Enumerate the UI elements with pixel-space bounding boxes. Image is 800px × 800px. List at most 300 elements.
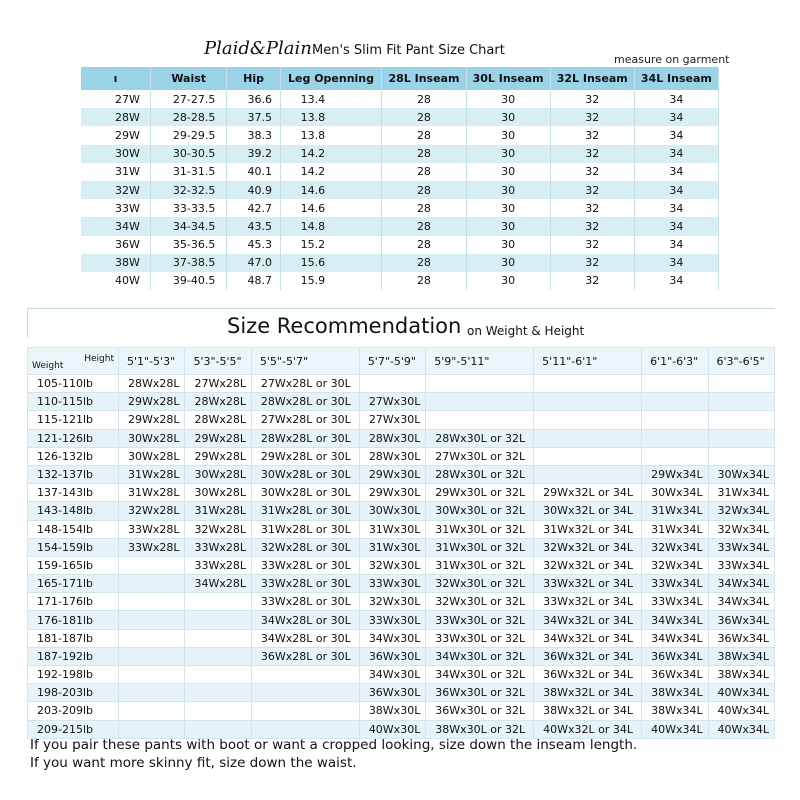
recommendation-row: [28, 465, 775, 483]
size-chart-cell: 30: [466, 217, 550, 235]
size-recommendation-cell: [642, 375, 708, 393]
size-recommendation-cell: 30Wx28L or 30L: [251, 465, 359, 483]
height-range-header: 6'3"-6'5": [708, 348, 774, 375]
size-recommendation-cell: [119, 666, 185, 684]
size-recommendation-cell: [185, 611, 251, 629]
size-recommendation-cell: [185, 720, 251, 738]
weight-range-cell: 209-215lb: [28, 720, 119, 738]
size-recommendation-cell: [534, 375, 642, 393]
size-chart-cell: 33-33.5: [150, 199, 227, 217]
size-chart-cell: 43.5: [227, 217, 280, 235]
size-recommendation-cell: 32Wx34L: [708, 520, 774, 538]
size-chart-cell: 13.4: [280, 90, 382, 108]
size-chart-column-header: Hip: [227, 67, 280, 90]
size-chart-row: [81, 199, 719, 217]
size-recommendation-cell: [426, 393, 534, 411]
size-chart-row: [81, 217, 719, 235]
size-recommendation-cell: [185, 666, 251, 684]
weight-range-cell: 171-176lb: [28, 593, 119, 611]
size-recommendation-cell: 31Wx34L: [708, 484, 774, 502]
size-recommendation-cell: 28Wx28L or 30L: [251, 429, 359, 447]
size-recommendation-cell: 38Wx34L: [642, 702, 708, 720]
size-chart-cell: 34: [634, 236, 718, 254]
weight-range-cell: 176-181lb: [28, 611, 119, 629]
size-chart-cell: 30: [466, 236, 550, 254]
size-chart-cell: 14.2: [280, 145, 382, 163]
recommendation-row: [28, 702, 775, 720]
size-recommendation-cell: 31Wx28L: [119, 484, 185, 502]
recommendation-row: [28, 575, 775, 593]
size-chart-cell: 28: [382, 181, 466, 199]
size-chart-cell: 28-28.5: [150, 108, 227, 126]
size-chart-column-header: 30L Inseam: [466, 67, 550, 90]
size-recommendation-cell: [426, 411, 534, 429]
size-chart-cell: 30-30.5: [150, 145, 227, 163]
size-recommendation-cell: 27Wx28L or 30L: [251, 375, 359, 393]
size-recommendation-cell: 28Wx28L or 30L: [251, 393, 359, 411]
size-chart-cell: 34: [634, 126, 718, 144]
weight-range-cell: 159-165lb: [28, 556, 119, 574]
size-recommendation-cell: 32Wx34L: [708, 502, 774, 520]
size-recommendation-cell: 31Wx30L: [359, 538, 425, 556]
size-recommendation-cell: 29Wx28L or 30L: [251, 447, 359, 465]
size-recommendation-cell: [359, 375, 425, 393]
waist-note: If you want more skinny fit, size down the waist.: [30, 755, 357, 771]
size-chart-row: [81, 145, 719, 163]
size-chart-cell: 28: [382, 145, 466, 163]
size-recommendation-cell: [119, 629, 185, 647]
size-recommendation-cell: 29Wx28L: [185, 429, 251, 447]
weight-range-cell: 187-192lb: [28, 647, 119, 665]
size-chart-column-header: Waist: [150, 67, 227, 90]
recommendation-row: [28, 720, 775, 738]
size-chart-cell: 34W: [81, 217, 150, 235]
height-range-header: 5'5"-5'7": [251, 348, 359, 375]
size-chart-cell: 30: [466, 126, 550, 144]
size-recommendation-cell: 40Wx34L: [708, 702, 774, 720]
size-recommendation-cell: [642, 429, 708, 447]
recommendation-row: [28, 611, 775, 629]
size-recommendation-cell: 36Wx34L: [642, 666, 708, 684]
size-chart-cell: 33W: [81, 199, 150, 217]
size-chart-cell: 28: [382, 108, 466, 126]
size-recommendation-cell: 33Wx30L or 32L: [426, 611, 534, 629]
size-recommendation-cell: [185, 593, 251, 611]
size-chart-column-header: 32L Inseam: [550, 67, 634, 90]
size-chart-cell: 32: [550, 145, 634, 163]
size-chart-cell: 47.0: [227, 254, 280, 272]
recommendation-row: [28, 393, 775, 411]
size-recommendation-cell: 31Wx32L or 34L: [534, 520, 642, 538]
size-recommendation-cell: 34Wx30L: [359, 666, 425, 684]
size-recommendation-cell: 32Wx28L: [119, 502, 185, 520]
recommendation-row: [28, 593, 775, 611]
size-chart-cell: 34: [634, 217, 718, 235]
size-recommendation-cell: [251, 720, 359, 738]
size-chart-cell: 30: [466, 199, 550, 217]
size-chart-cell: 30: [466, 272, 550, 290]
size-chart-cell: 27W: [81, 90, 150, 108]
size-recommendation-cell: 40Wx34L: [642, 720, 708, 738]
size-recommendation-cell: 33Wx28L: [185, 556, 251, 574]
size-chart-cell: 28: [382, 217, 466, 235]
size-chart-row: [81, 181, 719, 199]
weight-height-corner-cell: [28, 348, 119, 375]
size-chart-row: [81, 126, 719, 144]
size-recommendation-cell: [642, 411, 708, 429]
size-recommendation-cell: 36Wx30L or 32L: [426, 702, 534, 720]
size-chart-cell: 30: [466, 163, 550, 181]
size-recommendation-cell: [251, 666, 359, 684]
size-recommendation-cell: 38Wx30L: [359, 702, 425, 720]
weight-range-cell: 165-171lb: [28, 575, 119, 593]
size-recommendation-cell: [251, 702, 359, 720]
size-chart-cell: 34: [634, 90, 718, 108]
size-recommendation-cell: [119, 702, 185, 720]
size-recommendation-cell: 32Wx32L or 34L: [534, 556, 642, 574]
size-recommendation-cell: 33Wx34L: [708, 556, 774, 574]
size-recommendation-cell: [119, 647, 185, 665]
size-recommendation-cell: 36Wx28L or 30L: [251, 647, 359, 665]
size-recommendation-cell: 27Wx30L or 32L: [426, 447, 534, 465]
size-recommendation-cell: 30Wx28L: [119, 429, 185, 447]
size-recommendation-cell: 30Wx34L: [708, 465, 774, 483]
size-recommendation-cell: [185, 702, 251, 720]
size-chart-cell: 28: [382, 163, 466, 181]
size-recommendation-cell: 34Wx32L or 34L: [534, 611, 642, 629]
weight-range-cell: 203-209lb: [28, 702, 119, 720]
size-chart-cell: 30: [466, 145, 550, 163]
recommendation-row: [28, 429, 775, 447]
size-recommendation-cell: [119, 593, 185, 611]
size-chart-cell: 28: [382, 199, 466, 217]
size-recommendation-cell: 31Wx28L or 30L: [251, 502, 359, 520]
size-chart-cell: 29-29.5: [150, 126, 227, 144]
size-chart-cell: 13.8: [280, 126, 382, 144]
size-recommendation-cell: [119, 611, 185, 629]
size-recommendation-cell: 30Wx30L: [359, 502, 425, 520]
recommendation-row: [28, 484, 775, 502]
size-recommendation-cell: 30Wx28L: [185, 484, 251, 502]
recommendation-row: [28, 647, 775, 665]
recommendation-row: [28, 556, 775, 574]
size-recommendation-cell: 34Wx34L: [642, 611, 708, 629]
size-chart-cell: 34: [634, 181, 718, 199]
size-recommendation-cell: 32Wx28L or 30L: [251, 538, 359, 556]
weight-range-cell: 126-132lb: [28, 447, 119, 465]
size-chart-cell: 14.6: [280, 181, 382, 199]
weight-range-cell: 181-187lb: [28, 629, 119, 647]
size-recommendation-cell: [708, 375, 774, 393]
size-chart-cell: 34: [634, 145, 718, 163]
size-recommendation-cell: 38Wx34L: [708, 647, 774, 665]
size-chart-cell: 34: [634, 199, 718, 217]
height-range-header: 5'3"-5'5": [185, 348, 251, 375]
size-recommendation-cell: 27Wx30L: [359, 411, 425, 429]
size-recommendation-cell: 40Wx30L: [359, 720, 425, 738]
weight-range-cell: 192-198lb: [28, 666, 119, 684]
size-recommendation-cell: 33Wx34L: [708, 538, 774, 556]
size-recommendation-cell: 28Wx30L: [359, 429, 425, 447]
size-recommendation-cell: 33Wx28L or 30L: [251, 556, 359, 574]
size-chart-cell: 45.3: [227, 236, 280, 254]
size-recommendation-cell: 28Wx30L or 32L: [426, 465, 534, 483]
size-chart-cell: 27-27.5: [150, 90, 227, 108]
height-range-header: 5'11"-6'1": [534, 348, 642, 375]
size-chart-cell: 32: [550, 163, 634, 181]
size-recommendation-cell: 32Wx32L or 34L: [534, 538, 642, 556]
size-recommendation-cell: 33Wx34L: [642, 593, 708, 611]
height-range-header: 5'9"-5'11": [426, 348, 534, 375]
inseam-note: If you pair these pants with boot or want a cropped looking, size down the inseam length.: [30, 737, 638, 753]
size-chart-cell: 32: [550, 90, 634, 108]
size-recommendation-cell: 38Wx34L: [708, 666, 774, 684]
size-chart-cell: 30: [466, 108, 550, 126]
size-recommendation-cell: 33Wx30L: [359, 611, 425, 629]
recommendation-row: [28, 411, 775, 429]
size-recommendation-cell: [534, 465, 642, 483]
size-recommendation-cell: 33Wx32L or 34L: [534, 593, 642, 611]
size-chart-cell: 28: [382, 254, 466, 272]
size-recommendation-cell: 38Wx32L or 34L: [534, 684, 642, 702]
size-recommendation-cell: [642, 393, 708, 411]
size-chart-cell: 39-40.5: [150, 272, 227, 290]
size-chart-cell: 15.6: [280, 254, 382, 272]
size-chart-cell: 38.3: [227, 126, 280, 144]
size-recommendation-cell: 40Wx34L: [708, 684, 774, 702]
size-chart-cell: 30W: [81, 145, 150, 163]
size-chart-cell: 32: [550, 108, 634, 126]
size-chart-column-header: Leg Openning: [280, 67, 382, 90]
size-chart-table: [81, 67, 719, 290]
size-recommendation-cell: 33Wx28L or 30L: [251, 575, 359, 593]
size-chart-cell: 36.6: [227, 90, 280, 108]
size-recommendation-cell: 38Wx30L or 32L: [426, 720, 534, 738]
size-recommendation-cell: 38Wx34L: [642, 684, 708, 702]
recommendation-row: [28, 447, 775, 465]
weight-range-cell: 121-126lb: [28, 429, 119, 447]
size-chart-cell: 32: [550, 236, 634, 254]
size-recommendation-cell: 31Wx30L or 32L: [426, 556, 534, 574]
size-chart-cell: 14.8: [280, 217, 382, 235]
size-chart-cell: 32: [550, 272, 634, 290]
size-chart-cell: 48.7: [227, 272, 280, 290]
size-recommendation-cell: 31Wx30L: [359, 520, 425, 538]
size-chart-cell: 42.7: [227, 199, 280, 217]
size-chart-cell: 34: [634, 272, 718, 290]
size-chart-cell: 29W: [81, 126, 150, 144]
size-recommendation-cell: 40Wx32L or 34L: [534, 720, 642, 738]
size-recommendation-cell: 38Wx32L or 34L: [534, 702, 642, 720]
size-recommendation-cell: 31Wx30L or 32L: [426, 538, 534, 556]
size-chart-cell: 34-34.5: [150, 217, 227, 235]
size-recommendation-cell: 30Wx32L or 34L: [534, 502, 642, 520]
size-recommendation-cell: 34Wx34L: [708, 575, 774, 593]
size-recommendation-cell: [119, 556, 185, 574]
size-recommendation-cell: [119, 720, 185, 738]
size-recommendation-cell: 29Wx28L: [185, 447, 251, 465]
height-label: Height: [84, 354, 114, 364]
size-chart-cell: 40W: [81, 272, 150, 290]
size-recommendation-cell: 32Wx30L or 32L: [426, 575, 534, 593]
size-chart-row: [81, 163, 719, 181]
weight-range-cell: 198-203lb: [28, 684, 119, 702]
height-range-header: 5'7"-5'9": [359, 348, 425, 375]
size-recommendation-cell: [119, 575, 185, 593]
size-chart-cell: 28: [382, 236, 466, 254]
size-recommendation-cell: 27Wx28L: [185, 375, 251, 393]
size-chart-header-row: [81, 67, 719, 90]
size-chart-row: [81, 90, 719, 108]
size-recommendation-cell: 36Wx30L: [359, 647, 425, 665]
size-recommendation-cell: [185, 684, 251, 702]
size-recommendation-cell: 30Wx28L or 30L: [251, 484, 359, 502]
size-recommendation-cell: [185, 647, 251, 665]
size-recommendation-cell: 34Wx30L or 32L: [426, 666, 534, 684]
size-chart-cell: 13.8: [280, 108, 382, 126]
size-chart-cell: 32: [550, 217, 634, 235]
size-recommendation-cell: 29Wx28L: [119, 393, 185, 411]
size-recommendation-cell: [185, 629, 251, 647]
size-recommendation-cell: 31Wx28L or 30L: [251, 520, 359, 538]
size-recommendation-cell: 33Wx34L: [642, 575, 708, 593]
chart-title: Men's Slim Fit Pant Size Chart: [312, 43, 505, 58]
size-recommendation-cell: 29Wx34L: [642, 465, 708, 483]
size-recommendation-cell: 32Wx30L or 32L: [426, 593, 534, 611]
recommendation-row: [28, 502, 775, 520]
height-range-header: 6'1"-6'3": [642, 348, 708, 375]
size-recommendation-cell: 36Wx30L or 32L: [426, 684, 534, 702]
size-chart-cell: 30: [466, 254, 550, 272]
size-chart-cell: 32-32.5: [150, 181, 227, 199]
size-recommendation-cell: 32Wx28L: [185, 520, 251, 538]
size-recommendation-cell: 33Wx28L: [119, 538, 185, 556]
size-chart-cell: 32: [550, 254, 634, 272]
size-recommendation-cell: 36Wx32L or 34L: [534, 666, 642, 684]
weight-range-cell: 148-154lb: [28, 520, 119, 538]
size-recommendation-cell: 33Wx28L: [119, 520, 185, 538]
size-chart-row: [81, 108, 719, 126]
size-recommendation-cell: [708, 393, 774, 411]
recommendation-row: [28, 375, 775, 393]
size-recommendation-cell: 32Wx30L: [359, 556, 425, 574]
size-recommendation-cell: 33Wx30L: [359, 575, 425, 593]
size-recommendation-cell: 28Wx28L: [185, 393, 251, 411]
size-recommendation-cell: 36Wx34L: [708, 629, 774, 647]
size-recommendation-cell: 32Wx30L: [359, 593, 425, 611]
size-recommendation-cell: 32Wx34L: [642, 538, 708, 556]
size-recommendation-cell: [534, 411, 642, 429]
size-chart-cell: 40.1: [227, 163, 280, 181]
size-recommendation-cell: 27Wx28L or 30L: [251, 411, 359, 429]
size-recommendation-cell: [708, 447, 774, 465]
size-chart-cell: 28: [382, 126, 466, 144]
size-recommendation-cell: [708, 429, 774, 447]
size-recommendation-cell: 32Wx34L: [642, 556, 708, 574]
size-chart-column-header: 34L Inseam: [634, 67, 718, 90]
section-divider: [27, 308, 775, 309]
size-recommendation-cell: 36Wx30L: [359, 684, 425, 702]
size-recommendation-cell: 31Wx28L: [119, 465, 185, 483]
size-recommendation-cell: 28Wx30L: [359, 447, 425, 465]
measure-note: measure on garment: [614, 53, 730, 66]
size-recommendation-cell: [251, 684, 359, 702]
size-recommendation-cell: [119, 684, 185, 702]
size-chart-cell: 37.5: [227, 108, 280, 126]
size-recommendation-cell: 31Wx30L or 32L: [426, 520, 534, 538]
size-recommendation-cell: 29Wx30L or 32L: [426, 484, 534, 502]
size-recommendation-cell: [534, 447, 642, 465]
weight-range-cell: 154-159lb: [28, 538, 119, 556]
size-recommendation-cell: 36Wx32L or 34L: [534, 647, 642, 665]
weight-range-cell: 105-110lb: [28, 375, 119, 393]
weight-range-cell: 137-143lb: [28, 484, 119, 502]
size-recommendation-cell: 34Wx28L or 30L: [251, 611, 359, 629]
size-chart-cell: 14.6: [280, 199, 382, 217]
recommendation-subtitle: on Weight & Height: [467, 324, 585, 338]
size-chart-cell: 15.9: [280, 272, 382, 290]
size-recommendation-cell: 29Wx30L: [359, 465, 425, 483]
weight-range-cell: 143-148lb: [28, 502, 119, 520]
size-chart-row: [81, 236, 719, 254]
size-chart-cell: 35-36.5: [150, 236, 227, 254]
size-recommendation-cell: 34Wx34L: [642, 629, 708, 647]
size-recommendation-cell: 28Wx28L: [185, 411, 251, 429]
size-chart-cell: 32: [550, 181, 634, 199]
weight-range-cell: 110-115lb: [28, 393, 119, 411]
size-chart-cell: 32: [550, 126, 634, 144]
recommendation-row: [28, 538, 775, 556]
size-chart-cell: 36W: [81, 236, 150, 254]
size-recommendation-cell: 33Wx30L or 32L: [426, 629, 534, 647]
size-chart-cell: 40.9: [227, 181, 280, 199]
recommendation-title: Size Recommendation: [227, 314, 462, 338]
size-recommendation-cell: 34Wx28L or 30L: [251, 629, 359, 647]
size-recommendation-cell: 28Wx28L: [119, 375, 185, 393]
recommendation-row: [28, 666, 775, 684]
size-chart-cell: 28: [382, 90, 466, 108]
size-recommendation-cell: 31Wx34L: [642, 502, 708, 520]
size-recommendation-cell: 29Wx30L: [359, 484, 425, 502]
size-chart-column-header: 28L Inseam: [382, 67, 466, 90]
size-recommendation-cell: 30Wx34L: [642, 484, 708, 502]
size-chart-cell: 30: [466, 181, 550, 199]
size-recommendation-cell: 33Wx32L or 34L: [534, 575, 642, 593]
size-chart-row: [81, 254, 719, 272]
recommendation-row: [28, 629, 775, 647]
size-chart-cell: 30: [466, 90, 550, 108]
size-recommendation-cell: 30Wx28L: [119, 447, 185, 465]
weight-range-cell: 115-121lb: [28, 411, 119, 429]
size-chart-cell: 34: [634, 163, 718, 181]
size-recommendation-cell: 30Wx30L or 32L: [426, 502, 534, 520]
size-recommendation-cell: 34Wx30L: [359, 629, 425, 647]
size-recommendation-cell: [426, 375, 534, 393]
size-chart-cell: 31W: [81, 163, 150, 181]
size-chart-row: [81, 272, 719, 290]
size-chart-cell: 38W: [81, 254, 150, 272]
size-recommendation-cell: 40Wx34L: [708, 720, 774, 738]
size-chart-cell: 32: [550, 199, 634, 217]
size-chart-cell: 15.2: [280, 236, 382, 254]
size-chart-cell: 34: [634, 108, 718, 126]
size-chart-cell: 34: [634, 254, 718, 272]
size-recommendation-cell: [534, 393, 642, 411]
size-recommendation-cell: 34Wx34L: [708, 593, 774, 611]
size-chart-cell: 31-31.5: [150, 163, 227, 181]
size-recommendation-cell: [534, 429, 642, 447]
size-chart-cell: 37-38.5: [150, 254, 227, 272]
